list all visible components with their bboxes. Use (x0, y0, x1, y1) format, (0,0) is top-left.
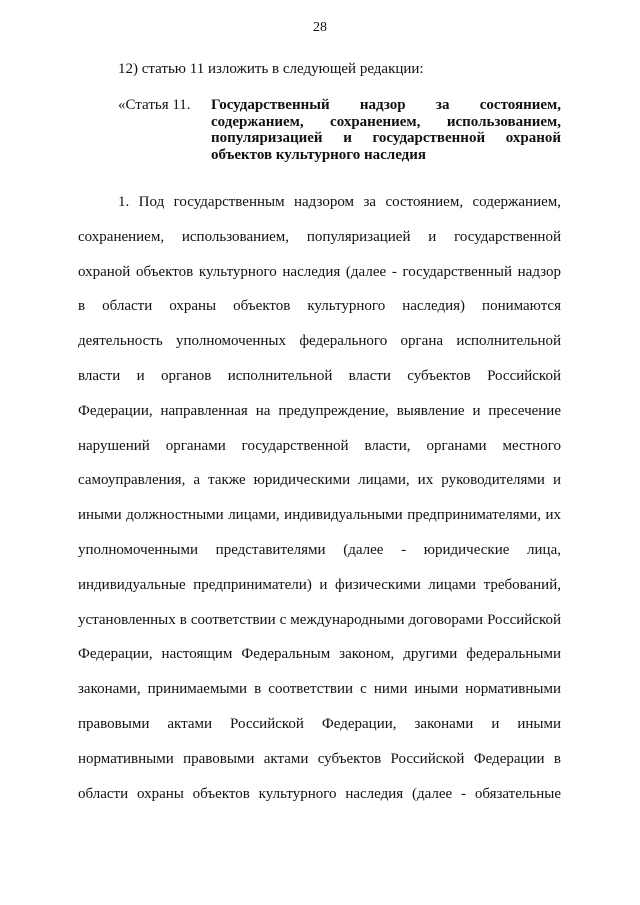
body-line: нормативными правовыми актами субъектов Российской Федерации в (78, 750, 561, 767)
body-line: деятельность уполномоченных федерального органа исполнительной (78, 333, 561, 350)
body-line: уполномоченными представителями (далее - юридические лица, (78, 541, 561, 558)
article-body (78, 185, 561, 811)
page-number: 28 (313, 20, 327, 35)
body-line: индивидуальные предприниматели) и физическими лицами требований, (78, 576, 561, 593)
body-line: области охраны объектов культурного наследия (далее - обязательные (78, 785, 561, 802)
body-line: установленных в соответствии с международными договорами Российской (78, 611, 561, 628)
body-line: Федерации, направленная на предупреждение, выявление и пресечение (78, 402, 561, 419)
body-line: нарушений органами государственной власти, органами местного (78, 437, 561, 454)
body-line: иными должностными лицами, индивидуальными предпринимателями, их (78, 507, 561, 524)
body-line: Федерации, настоящим Федеральным законом, другими федеральными (78, 646, 561, 663)
body-line: 1. Под государственным надзором за состоянием, содержанием, (118, 194, 561, 210)
body-line: законами, принимаемыми в соответствии с ними иными нормативными (78, 681, 561, 698)
amendment-intro: 12) статью 11 изложить в следующей редакции: (118, 61, 424, 77)
article-title-line: популяризацией и государственной охраной (211, 130, 561, 146)
article-title (211, 97, 561, 163)
body-line: правовыми актами Российской Федерации, законами и иными (78, 715, 561, 732)
body-line: власти и органов исполнительной власти субъектов Российской (78, 367, 561, 384)
article-title-line: Государственный надзор за состоянием, (211, 97, 561, 113)
body-line: охраной объектов культурного наследия (далее - государственный надзор (78, 263, 561, 280)
article-title-line: объектов культурного наследия (211, 146, 427, 163)
article-label: «Статья 11. (118, 97, 191, 113)
body-line: самоуправления, а также юридическими лицами, их руководителями и (78, 472, 561, 489)
body-line: сохранением, использованием, популяризацией и государственной (78, 228, 561, 245)
article-title-line: содержанием, сохранением, использованием, (211, 113, 561, 130)
body-line: в области охраны объектов культурного наследия) понимаются (78, 298, 561, 315)
